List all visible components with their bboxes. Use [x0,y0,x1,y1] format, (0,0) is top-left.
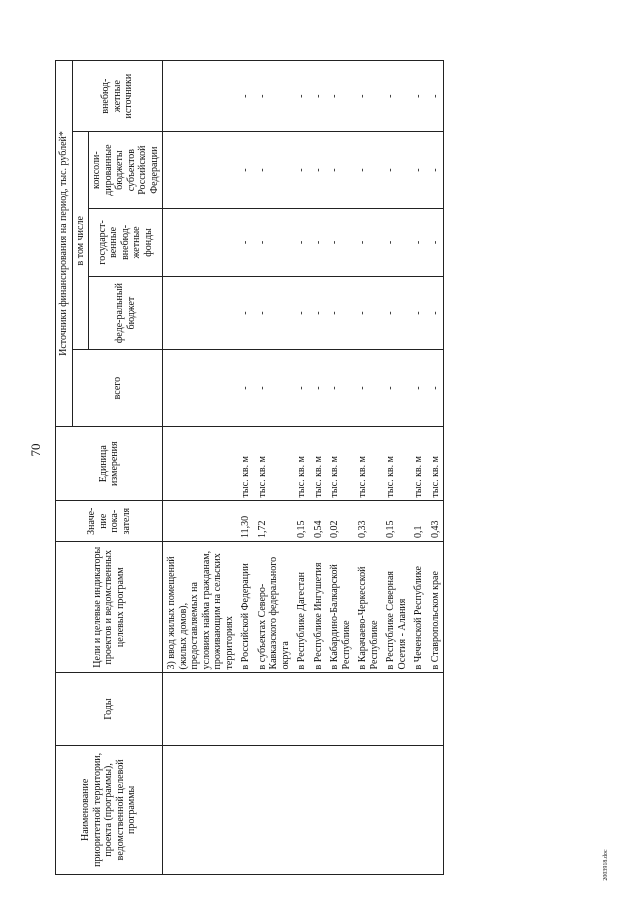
cell-goal: в Чеченской Республике [410,541,427,672]
header-value: Значе-ние пока-зателя [56,501,163,542]
cell-goal: в Республике Северная Осетия - Алания [382,541,410,672]
cell-goal: в Российской Федерации [237,541,254,672]
cell-years [354,673,382,745]
header-including: в том числе [72,132,89,350]
cell-state-funds: - [310,208,327,276]
cell-consolidated: - [237,132,254,209]
cell-federal: - [382,276,410,349]
cell-goal: в Карачаево-Черкесской Республике [354,541,382,672]
cell-total: - [427,350,444,427]
cell-years [382,673,410,745]
cell-state-funds: - [382,208,410,276]
cell-unit: тыс. кв. м [237,426,254,500]
table-body [163,61,444,875]
cell-total: - [254,350,294,427]
cell-state-funds: - [293,208,310,276]
cell-consolidated: - [310,132,327,209]
cell-name [293,745,310,874]
cell-extra: - [293,61,310,132]
table-header [56,61,163,875]
cell-name [237,745,254,874]
table-row [293,61,310,875]
cell-total: - [293,350,310,427]
cell-consolidated: - [326,132,354,209]
cell-name [254,745,294,874]
cell-total: - [310,350,327,427]
cell-name [310,745,327,874]
cell-value: 0,43 [427,501,444,542]
cell-name [410,745,427,874]
cell-extra: - [326,61,354,132]
document-id: 2003918.doc [603,849,609,881]
cell-goal: в Республике Дагестан [293,541,310,672]
header-name: Наименование приоритетной территории, проекта (программы), ведомственной целевой программы [56,745,163,874]
cell-total: - [410,350,427,427]
cell-federal: - [293,276,310,349]
cell-consolidated: - [354,132,382,209]
cell-years [410,673,427,745]
cell-state-funds [163,208,238,276]
header-goals: Цели и целевые индикаторы проектов и ведомственных целевых программ [56,541,163,672]
cell-name [427,745,444,874]
cell-federal: - [326,276,354,349]
cell-total: - [326,350,354,427]
rotated-table-container [55,60,575,875]
cell-consolidated: - [382,132,410,209]
cell-value: 0,15 [293,501,310,542]
cell-name [163,745,238,874]
cell-years [254,673,294,745]
table-row [163,61,238,875]
cell-years [293,673,310,745]
cell-name [326,745,354,874]
cell-extra: - [410,61,427,132]
header-extra: внебюд-жетные источники [72,61,163,132]
financing-table [55,60,444,875]
cell-years [326,673,354,745]
cell-goal: в Ставропольском крае [427,541,444,672]
cell-unit: тыс. кв. м [427,426,444,500]
cell-value: 0,54 [310,501,327,542]
cell-federal: - [237,276,254,349]
cell-goal: в Республике Ингушетия [310,541,327,672]
table-row [254,61,294,875]
cell-years [427,673,444,745]
cell-consolidated: - [427,132,444,209]
cell-unit: тыс. кв. м [326,426,354,500]
cell-total [163,350,238,427]
table-row [427,61,444,875]
table-row [326,61,354,875]
cell-name [354,745,382,874]
cell-total: - [237,350,254,427]
header-sources: Источники финансирования на период, тыс. рублей* [56,61,73,427]
header-years: Годы [56,673,163,745]
cell-consolidated [163,132,238,209]
cell-state-funds: - [326,208,354,276]
cell-unit [163,426,238,500]
cell-years [310,673,327,745]
cell-value: 0,33 [354,501,382,542]
cell-state-funds: - [354,208,382,276]
header-total: всего [72,350,163,427]
cell-federal: - [254,276,294,349]
page-number: 70 [28,443,43,457]
cell-goal: в субъектах Северо-Кавказского федерального округа [254,541,294,672]
cell-federal: - [427,276,444,349]
cell-unit: тыс. кв. м [354,426,382,500]
cell-extra: - [254,61,294,132]
cell-federal: - [310,276,327,349]
cell-state-funds: - [237,208,254,276]
header-state-funds: государст-венные внебюд-жетные фонды [89,208,163,276]
header-unit: Единица измерения [56,426,163,500]
table-row [237,61,254,875]
cell-goal: 3) ввод жилых помещений (жилых домов), предоставляемых на условиях найма гражданам, проживающим на сельских территориях [163,541,238,672]
cell-total: - [354,350,382,427]
cell-name [382,745,410,874]
cell-total: - [382,350,410,427]
table-row [310,61,327,875]
cell-extra: - [382,61,410,132]
cell-unit: тыс. кв. м [293,426,310,500]
cell-value: 0,02 [326,501,354,542]
table-row [354,61,382,875]
cell-consolidated: - [254,132,294,209]
cell-state-funds: - [254,208,294,276]
cell-federal: - [410,276,427,349]
cell-unit: тыс. кв. м [310,426,327,500]
header-consolidated: консоли-дированные бюджеты субъектов Российской Федерации [89,132,163,209]
table-row [410,61,427,875]
cell-state-funds: - [427,208,444,276]
cell-value: 0,1 [410,501,427,542]
cell-value [163,501,238,542]
cell-years [163,673,238,745]
cell-goal: в Кабардино-Балкарской Республике [326,541,354,672]
cell-extra [163,61,238,132]
cell-years [237,673,254,745]
cell-unit: тыс. кв. м [410,426,427,500]
cell-value: 11,30 [237,501,254,542]
cell-unit: тыс. кв. м [382,426,410,500]
header-federal: феде-ральный бюджет [89,276,163,349]
cell-federal [163,276,238,349]
cell-consolidated: - [410,132,427,209]
cell-federal: - [354,276,382,349]
cell-extra: - [354,61,382,132]
cell-extra: - [427,61,444,132]
cell-unit: тыс. кв. м [254,426,294,500]
table-row [382,61,410,875]
cell-extra: - [237,61,254,132]
cell-value: 1,72 [254,501,294,542]
cell-extra: - [310,61,327,132]
cell-state-funds: - [410,208,427,276]
cell-consolidated: - [293,132,310,209]
cell-value: 0,15 [382,501,410,542]
